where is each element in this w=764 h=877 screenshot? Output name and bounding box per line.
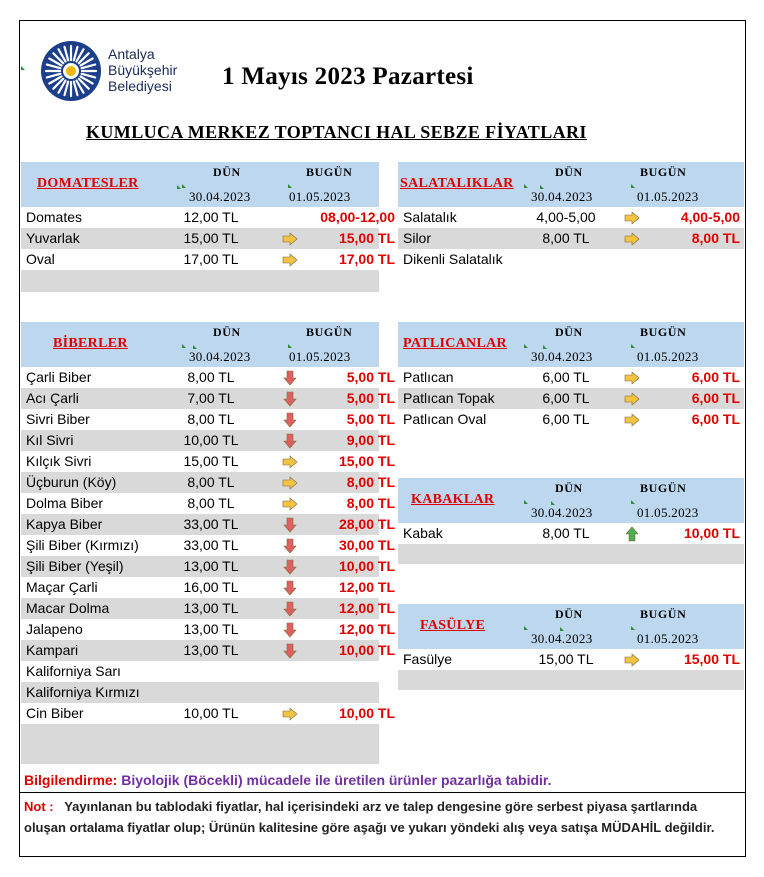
antalya-logo-icon xyxy=(40,40,102,102)
price-today: 4,00-5,00 xyxy=(680,209,740,225)
price-yesterday: 7,00 TL xyxy=(187,390,235,406)
price-today: 5,00 TL xyxy=(346,390,395,406)
product-name: Acı Çarli xyxy=(26,390,79,406)
date-title: 1 Mayıs 2023 Pazartesi xyxy=(222,63,474,90)
table-row xyxy=(21,556,395,577)
dun-date: 30.04.2023 xyxy=(531,631,593,646)
price-yesterday: 13,00 TL xyxy=(183,642,239,658)
product-name: Şili Biber (Yeşil) xyxy=(26,558,124,574)
price-today: 5,00 TL xyxy=(346,369,395,385)
arrow-down-icon xyxy=(282,580,298,596)
cell-marker-icon xyxy=(631,626,635,630)
arrow-down-icon xyxy=(282,433,298,449)
bugun-label: BUGÜN xyxy=(640,607,687,621)
price-today: 30,00 TL xyxy=(338,537,395,553)
arrow-down-icon xyxy=(282,559,298,575)
cell-marker-icon xyxy=(524,184,528,188)
cell-marker-icon xyxy=(524,344,528,348)
cell-marker-icon xyxy=(540,185,544,189)
disclaimer-note xyxy=(24,796,736,838)
bugun-label: BUGÜN xyxy=(306,165,353,179)
product-name: Patlıcan xyxy=(403,369,454,385)
table-row xyxy=(21,535,395,556)
bugun-date: 01.05.2023 xyxy=(637,631,699,646)
info-label: Bilgilendirme: xyxy=(24,772,118,788)
table-kabaklar xyxy=(398,478,744,564)
table-row xyxy=(21,577,395,598)
table-row xyxy=(21,388,395,409)
dun-label: DÜN xyxy=(555,607,583,621)
bugun-date: 01.05.2023 xyxy=(637,505,699,520)
note-label: Not : xyxy=(24,799,54,814)
product-name: Kaliforniya Kırmızı xyxy=(26,684,140,700)
category-title: BİBERLER xyxy=(53,336,128,351)
price-yesterday: 8,00 TL xyxy=(542,525,590,541)
table-row xyxy=(21,640,395,661)
dun-label: DÜN xyxy=(213,165,241,179)
table-filler xyxy=(398,670,744,690)
price-today: 10,00 TL xyxy=(338,705,395,721)
logo-text: Antalya Büyükşehir Belediyesi xyxy=(108,46,178,94)
table-domatesler xyxy=(21,162,395,292)
cell-marker-icon xyxy=(288,184,292,188)
dun-label: DÜN xyxy=(555,165,583,179)
price-today: 6,00 TL xyxy=(691,411,740,427)
product-name: Patlıcan Topak xyxy=(403,390,495,406)
info-line xyxy=(24,772,551,788)
product-name: Oval xyxy=(26,251,55,267)
table-fasulye xyxy=(398,604,744,690)
table-row xyxy=(21,661,379,682)
arrow-right-icon xyxy=(282,706,298,722)
bugun-label: BUGÜN xyxy=(640,481,687,495)
arrow-down-icon xyxy=(282,538,298,554)
table-filler xyxy=(398,544,744,564)
table-row xyxy=(21,249,395,270)
bugun-date: 01.05.2023 xyxy=(289,349,351,364)
table-row xyxy=(398,388,744,409)
product-name: Fasülye xyxy=(403,651,453,667)
bugun-date: 01.05.2023 xyxy=(637,189,699,204)
arrow-right-icon xyxy=(282,252,298,268)
table-row xyxy=(21,207,395,228)
price-yesterday: 4,00-5,00 xyxy=(536,209,596,225)
dun-label: DÜN xyxy=(213,325,241,339)
price-yesterday: 10,00 TL xyxy=(183,432,239,448)
divider xyxy=(19,792,746,793)
product-name: Kampari xyxy=(26,642,79,658)
price-today: 08,00-12,00 xyxy=(320,209,395,225)
cell-marker-icon xyxy=(21,66,25,70)
cell-marker-icon xyxy=(193,345,197,349)
price-yesterday: 8,00 TL xyxy=(187,411,235,427)
product-name: Maçar Çarli xyxy=(26,579,98,595)
product-name: Şili Biber (Kırmızı) xyxy=(26,537,139,553)
price-yesterday: 15,00 TL xyxy=(538,651,594,667)
bugun-date: 01.05.2023 xyxy=(637,349,699,364)
price-yesterday: 6,00 TL xyxy=(542,411,590,427)
product-name: Salatalık xyxy=(403,209,457,225)
cell-marker-icon xyxy=(182,184,186,188)
table-header xyxy=(398,322,744,367)
table-row xyxy=(21,451,395,472)
price-yesterday: 6,00 TL xyxy=(542,369,590,385)
dun-date: 30.04.2023 xyxy=(189,349,251,364)
dun-label: DÜN xyxy=(555,325,583,339)
product-name: Dikenli Salatalık xyxy=(403,251,503,267)
price-yesterday: 8,00 TL xyxy=(187,474,235,490)
dun-date: 30.04.2023 xyxy=(531,349,593,364)
category-title: PATLICANLAR xyxy=(403,336,507,351)
cell-marker-icon xyxy=(182,344,186,348)
cell-marker-icon xyxy=(631,344,635,348)
product-name: Domates xyxy=(26,209,83,225)
product-name: Cin Biber xyxy=(26,705,84,721)
price-today: 6,00 TL xyxy=(691,390,740,406)
note-text: Yayınlanan bu tablodaki fiyatlar, hal içerisindeki arz ve talep dengesine göre serbest piyasa şartlarında oluşan ortalama fiyatlar olup; Ürünün kalitesine göre aşağı ve yukarı yöndeki alış veya satışa MÜDAHİL değildir. xyxy=(24,799,715,835)
price-today: 15,00 TL xyxy=(338,453,395,469)
product-name: Yuvarlak xyxy=(26,230,80,246)
product-name: Kabak xyxy=(403,525,443,541)
price-today: 28,00 TL xyxy=(338,516,395,532)
price-yesterday: 13,00 TL xyxy=(183,558,239,574)
table-row xyxy=(21,514,395,535)
arrow-right-icon xyxy=(624,652,640,668)
arrow-down-icon xyxy=(282,412,298,428)
price-today: 9,00 TL xyxy=(346,432,395,448)
dun-date: 30.04.2023 xyxy=(189,189,251,204)
price-yesterday: 15,00 TL xyxy=(183,453,239,469)
arrow-right-icon xyxy=(282,231,298,247)
table-patlicanlar xyxy=(398,322,744,430)
price-today: 8,00 TL xyxy=(346,474,395,490)
dun-label: DÜN xyxy=(555,481,583,495)
table-header xyxy=(21,322,379,367)
table-biberler xyxy=(21,322,395,764)
table-row xyxy=(21,598,395,619)
price-today: 17,00 TL xyxy=(338,251,395,267)
arrow-down-icon xyxy=(282,517,298,533)
product-name: Silor xyxy=(403,230,432,246)
price-yesterday: 8,00 TL xyxy=(187,495,235,511)
table-header xyxy=(21,162,379,207)
table-row xyxy=(398,649,744,670)
arrow-right-icon xyxy=(282,475,298,491)
price-yesterday: 33,00 TL xyxy=(183,537,239,553)
price-yesterday: 8,00 TL xyxy=(187,369,235,385)
cell-marker-icon xyxy=(631,500,635,504)
cell-marker-icon xyxy=(524,626,528,630)
price-today: 15,00 TL xyxy=(683,651,740,667)
table-row xyxy=(398,409,744,430)
price-today: 10,00 TL xyxy=(683,525,740,541)
price-yesterday: 13,00 TL xyxy=(183,600,239,616)
table-row xyxy=(21,703,395,724)
table-row xyxy=(21,228,395,249)
table-salataliklar xyxy=(398,162,744,270)
bugun-label: BUGÜN xyxy=(640,325,687,339)
category-title: KABAKLAR xyxy=(411,492,495,507)
price-yesterday: 13,00 TL xyxy=(183,621,239,637)
cell-marker-icon xyxy=(560,627,564,631)
price-today: 6,00 TL xyxy=(691,369,740,385)
cell-marker-icon xyxy=(551,501,555,505)
arrow-down-icon xyxy=(282,622,298,638)
price-yesterday: 8,00 TL xyxy=(542,230,590,246)
arrow-right-icon xyxy=(624,370,640,386)
bugun-label: BUGÜN xyxy=(640,165,687,179)
cell-marker-icon xyxy=(524,500,528,504)
price-today: 5,00 TL xyxy=(346,411,395,427)
price-today: 10,00 TL xyxy=(338,558,395,574)
price-today: 12,00 TL xyxy=(338,621,395,637)
table-row xyxy=(398,228,744,249)
dun-date: 30.04.2023 xyxy=(531,505,593,520)
product-name: Macar Dolma xyxy=(26,600,110,616)
arrow-up-icon xyxy=(624,526,640,542)
table-row xyxy=(398,207,744,228)
arrow-right-icon xyxy=(624,210,640,226)
table-row xyxy=(21,472,395,493)
arrow-down-icon xyxy=(282,643,298,659)
price-today: 12,00 TL xyxy=(338,600,395,616)
product-name: Çarli Biber xyxy=(26,369,92,385)
category-title: SALATALIKLAR xyxy=(400,176,514,191)
product-name: Sivri Biber xyxy=(26,411,90,427)
cell-marker-icon xyxy=(543,345,547,349)
table-filler xyxy=(21,270,379,292)
arrow-down-icon xyxy=(282,391,298,407)
info-text: Biyolojik (Böcekli) mücadele ile üretilen ürünler pazarlığa tabidir. xyxy=(121,772,552,788)
table-row xyxy=(21,493,395,514)
arrow-down-icon xyxy=(282,601,298,617)
price-yesterday: 6,00 TL xyxy=(542,390,590,406)
table-header xyxy=(398,162,744,207)
arrow-right-icon xyxy=(624,231,640,247)
bugun-date: 01.05.2023 xyxy=(289,189,351,204)
price-yesterday: 15,00 TL xyxy=(183,230,239,246)
product-name: Jalapeno xyxy=(26,621,83,637)
main-title: KUMLUCA MERKEZ TOPTANCI HAL SEBZE FİYATLARI xyxy=(86,122,587,142)
table-row xyxy=(398,249,744,270)
table-row xyxy=(21,430,395,451)
price-yesterday: 12,00 TL xyxy=(183,209,239,225)
product-name: Kıl Sivri xyxy=(26,432,74,448)
price-today: 12,00 TL xyxy=(338,579,395,595)
category-title: DOMATESLER xyxy=(37,176,139,191)
arrow-right-icon xyxy=(282,454,298,470)
table-row xyxy=(398,367,744,388)
cell-marker-icon xyxy=(177,185,181,189)
arrow-down-icon xyxy=(282,370,298,386)
product-name: Patlıcan Oval xyxy=(403,411,487,427)
product-name: Kaliforniya Sarı xyxy=(26,663,121,679)
price-yesterday: 33,00 TL xyxy=(183,516,239,532)
table-header xyxy=(398,478,744,523)
dun-date: 30.04.2023 xyxy=(531,189,593,204)
product-name: Kılçık Sivri xyxy=(26,453,92,469)
table-header xyxy=(398,604,744,649)
product-name: Üçburun (Köy) xyxy=(26,474,117,490)
price-yesterday: 16,00 TL xyxy=(183,579,239,595)
price-yesterday: 10,00 TL xyxy=(183,705,239,721)
table-row xyxy=(21,682,379,703)
price-today: 10,00 TL xyxy=(338,642,395,658)
cell-marker-icon xyxy=(631,184,635,188)
price-today: 8,00 TL xyxy=(691,230,740,246)
arrow-right-icon xyxy=(624,391,640,407)
cell-marker-icon xyxy=(288,344,292,348)
arrow-right-icon xyxy=(282,496,298,512)
table-row xyxy=(21,367,395,388)
product-name: Kapya Biber xyxy=(26,516,103,532)
table-row xyxy=(21,619,395,640)
table-filler xyxy=(21,724,379,764)
table-row xyxy=(398,523,744,544)
price-today: 15,00 TL xyxy=(338,230,395,246)
arrow-right-icon xyxy=(624,412,640,428)
bugun-label: BUGÜN xyxy=(306,325,353,339)
table-row xyxy=(21,409,395,430)
category-title: FASÜLYE xyxy=(420,618,486,633)
price-today: 8,00 TL xyxy=(346,495,395,511)
price-yesterday: 17,00 TL xyxy=(183,251,239,267)
product-name: Dolma Biber xyxy=(26,495,104,511)
